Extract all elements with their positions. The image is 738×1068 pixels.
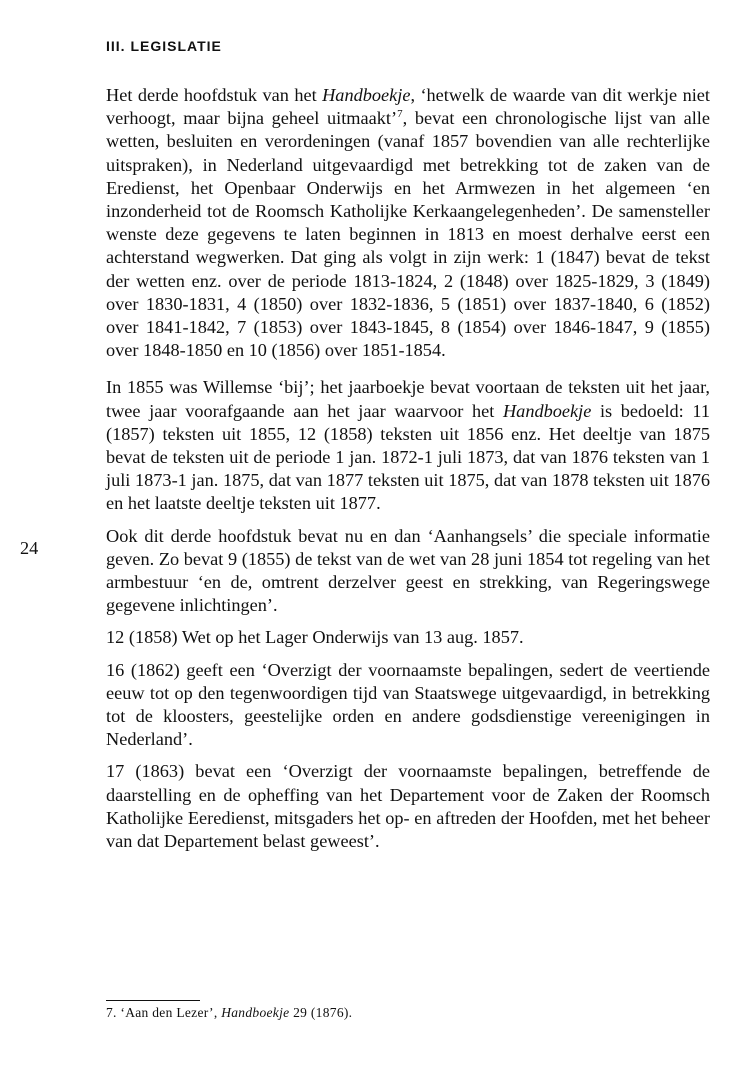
paragraph-1-part-c: , ‘hetwelk de waarde van dit werkje niet verhoogt, maar bijna geheel uitmaakt’: [106, 85, 710, 129]
footnote-part-c: 29 (1876).: [289, 1005, 353, 1020]
paragraph-4: 12 (1858) Wet op het Lager Onderwijs van 13 aug. 1857.: [106, 627, 524, 648]
paragraph-1-part-a: Het derde hoofdstuk van het: [106, 85, 323, 105]
footnote-divider: [106, 1000, 200, 1001]
paragraph-2-part-c: is bedoeld: 11 (1857) teksten uit 1855, 12 (1858) teksten uit 1856 enz. Het deeltje van 1875 bevat de teksten uit de periode 1 jan. 1872-1 juli 1873, dat van 1876 teksten van 1 juli 1873-1 jan. 1875, dat van 1877 teksten uit 1875, dat van 1878 teksten uit 1876 en het laatste deeltje teksten uit 1877.: [106, 400, 710, 514]
paragraph-1: [106, 84, 710, 362]
footnote-part-a: 7. ‘Aan den Lezer’,: [106, 1005, 222, 1020]
footnote-ref: 7: [397, 108, 403, 121]
paragraph-3: Ook dit derde hoofdstuk bevat nu en dan ‘Aanhangsels’ die speciale informatie geven. Zo bevat 9 (1855) de tekst van de wet van 28 juni 1854 tot regeling van het armbestuur ‘en de, omtrent derzelver geest en strekking, van Regeringswege gegevene inlichtingen’.: [106, 525, 710, 616]
footnote: [106, 1005, 352, 1021]
body-text: [106, 84, 710, 862]
paragraph-2-title: Handboekje: [502, 400, 592, 421]
page-number: 24: [20, 538, 39, 558]
paragraph-1-title: Handboekje: [322, 85, 411, 105]
footnote-title: Handboekje: [221, 1005, 290, 1020]
section-header: III. LEGISLATIE: [106, 38, 222, 54]
paragraph-2: [106, 376, 710, 515]
paragraph-6: 17 (1863) bevat een ‘Overzigt der voornaamste bepalingen, betreffende de daarstelling en de opheffing van het Departement voor de Zaken der Roomsch Katholijke Eeredienst, mitsgaders het op- en aftreden der Hoofden, met het beheer van dat Departement belast geweest’.: [106, 761, 710, 852]
paragraph-2-part-a: In 1855 was Willemse ‘bij’; het jaarboekje bevat voortaan de teksten uit het jaar, twee jaar voorafgaande aan het jaar waarvoor het: [106, 377, 710, 421]
paragraph-1-part-d: , bevat een chronologische lijst van alle wetten, besluiten en verordeningen (vanaf 1857 bovendien van alle rechterlijke uitspraken), in Nederland uitgevaardigd met betrekking tot de zaken van de Eredienst, het Openbaar Onderwijs en het Armwezen in het algemeen ‘en inzonderheid tot de Roomsch Katholijke Kerkaangelegenheden’. De samensteller wenste deze gegevens te laten beginnen in 1813 en moest derhalve eerst een achterstand wegwerken. Dat ging als volgt in zijn werk: 1 (1847) bevat de tekst der wetten enz. over de periode 1813-1824, 2 (1848) over 1825-1829, 3 (1849) over 1830-1831, 4 (1850) over 1832-1836, 5 (1851) over 1837-1840, 6 (1852) over 1841-1842, 7 (1853) over 1843-1845, 8 (1854) over 1846-1847, 9 (1855) over 1848-1850 en 10 (1856) over 1851-1854.: [106, 108, 710, 361]
paragraph-5: 16 (1862) geeft een ‘Overzigt der voornaamste bepalingen, sedert de veertiende eeuw tot op den tegenwoordigen tijd van Staatswege uitgevaardigd, in betrekking tot de kloosters, geestelijke orden en andere godsdienstige vereenigingen in Nederland’.: [106, 659, 710, 750]
